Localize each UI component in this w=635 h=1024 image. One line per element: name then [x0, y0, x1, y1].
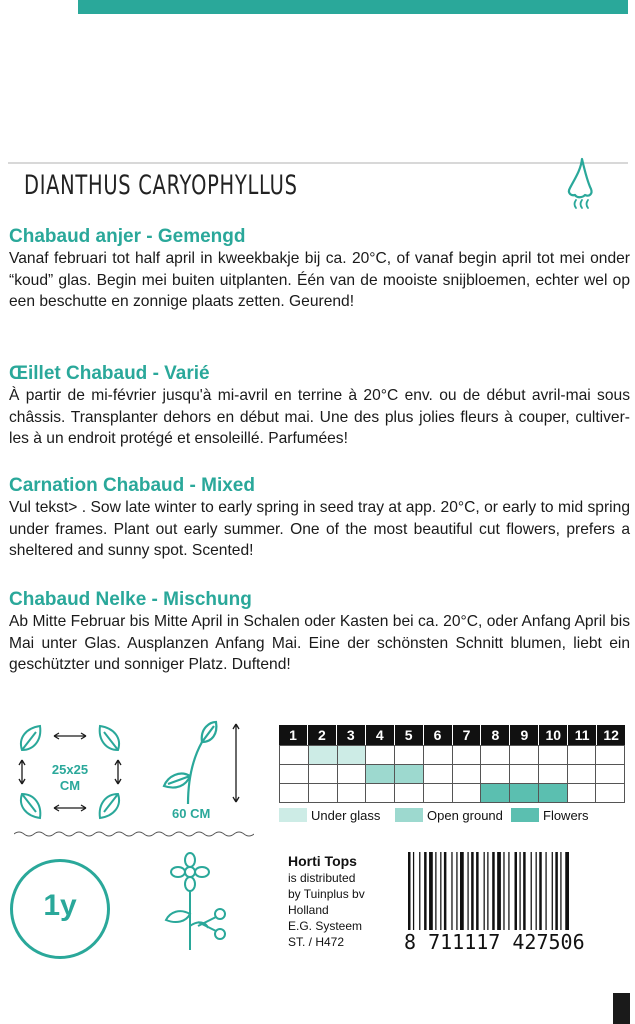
barcode-bar [440, 852, 441, 930]
distributor-line: is distributed [288, 871, 356, 885]
section-title: Carnation Chabaud - Mixed [9, 475, 255, 496]
calendar-cell [279, 765, 309, 783]
section-title: Œillet Chabaud - Varié [9, 363, 210, 384]
month-label: 6 [424, 725, 453, 745]
plant-height-icon [158, 720, 250, 806]
barcode-bar [497, 852, 501, 930]
calendar-cell [338, 746, 367, 764]
calendar-cell [453, 784, 482, 802]
calendar-cell [510, 765, 539, 783]
month-label: 1 [279, 725, 308, 745]
calendar-cell [596, 746, 625, 764]
calendar-cell [395, 784, 424, 802]
calendar-cell [395, 746, 424, 764]
calendar-cell [568, 765, 597, 783]
calendar-cell [279, 784, 309, 802]
calendar-grid [279, 745, 625, 803]
calendar-cell [424, 765, 453, 783]
barcode-bar [503, 852, 504, 930]
barcode-bar [408, 852, 411, 930]
calendar-row-open-ground [279, 765, 625, 784]
calendar-cell [366, 746, 395, 764]
barcode-bar [536, 852, 537, 930]
sowing-calendar [279, 725, 625, 803]
spacing-value: 25x25 [51, 762, 89, 777]
calendar-cell [539, 784, 568, 802]
spacing-unit: CM [59, 778, 81, 793]
calendar-cell [395, 765, 424, 783]
calendar-cell [309, 784, 338, 802]
distributor-line: ST. / H472 [288, 935, 345, 949]
calendar-cell [596, 765, 625, 783]
distributor-brand: Horti Tops [288, 853, 357, 869]
section-german [9, 588, 630, 676]
calendar-cell [568, 784, 597, 802]
height-label: 60 CM [172, 806, 211, 821]
calendar-cell [453, 746, 482, 764]
barcode-bar [424, 852, 427, 930]
calendar-cell [309, 765, 338, 783]
calendar-legend [279, 806, 629, 826]
legend-swatch [279, 808, 307, 822]
calendar-cell [309, 746, 338, 764]
barcode-bar [435, 852, 436, 930]
barcode-bar [539, 852, 542, 930]
barcode-bar [545, 852, 546, 930]
month-label: 3 [337, 725, 366, 745]
barcode-bar [492, 852, 495, 930]
barcode-bar [565, 852, 569, 930]
legend-label: Flowers [543, 808, 589, 823]
barcode-bar [508, 852, 509, 930]
month-label: 12 [603, 727, 619, 743]
calendar-cell [539, 765, 568, 783]
barcode-bar [515, 852, 518, 930]
barcode-bar [451, 852, 452, 930]
calendar-cell [539, 746, 568, 764]
calendar-cell [279, 746, 309, 764]
section-text: À partir de mi-février jusqu'à mi-avril en terrine à 20°C env. ou de début avril-mai sous châssis. Transplanter dehors en début mai. Une des plus jolies fleurs à couper, cultiver-les à un endroit protégé et ensoleillé. Parfumées! [9, 387, 630, 447]
calendar-cell [338, 784, 367, 802]
calendar-cell [424, 784, 453, 802]
barcode-bar [476, 852, 479, 930]
barcode-bar [460, 852, 464, 930]
month-label: 5 [395, 725, 424, 745]
divider-wave [14, 830, 254, 838]
calendar-cell [366, 784, 395, 802]
barcode-bar [456, 852, 457, 930]
corner-mark [613, 993, 630, 1024]
month-label: 11 [568, 725, 597, 745]
barcode-bar [555, 852, 558, 930]
barcode-bar [487, 852, 488, 930]
calendar-cell [510, 784, 539, 802]
calendar-cell [596, 784, 625, 802]
barcode-bar [523, 852, 526, 930]
section-title: Chabaud anjer - Gemengd [9, 226, 246, 247]
barcode-bar [419, 852, 420, 930]
calendar-row-flowers [279, 784, 625, 803]
calendar-cell [424, 746, 453, 764]
calendar-cell [568, 746, 597, 764]
barcode-bar [552, 852, 553, 930]
top-accent-bar [78, 0, 628, 14]
calendar-cell [338, 765, 367, 783]
barcode-bar [444, 852, 447, 930]
barcode-bar [467, 852, 468, 930]
calendar-cell [481, 784, 510, 802]
latin-name: DIANTHUS CARYOPHYLLUS [24, 170, 298, 201]
latin-name-header [8, 162, 628, 210]
calendar-months [279, 725, 625, 745]
legend-swatch [395, 808, 423, 822]
lifecycle-value: 1y [43, 889, 77, 922]
barcode-number: 8 711117 427506 [404, 930, 585, 954]
barcode-bar [413, 852, 414, 930]
month-label: 7 [453, 725, 482, 745]
calendar-cell [366, 765, 395, 783]
month-label: 10 [539, 725, 568, 745]
barcode-bar [531, 852, 532, 930]
distributor-line: E.G. Systeem [288, 919, 363, 933]
barcode-bar [471, 852, 474, 930]
barcode-bar [560, 852, 561, 930]
section-text: Vanaf februari tot half april in kweekbakje bij ca. 20°C, of vanaf begin april tot mei onder “koud” glas. Begin mei buiten uitplanten. Één van de mooiste snijbloemen, echter wel op een beschutte en zonnige plaats zetten. Geurend! [9, 250, 630, 310]
barcode [404, 852, 628, 930]
section-dutch [9, 225, 630, 313]
section-title: Chabaud Nelke - Mischung [9, 589, 252, 610]
distributor-info [288, 852, 398, 950]
month-label: 2 [308, 725, 337, 745]
spacing-label [40, 762, 100, 794]
month-label: 8 [481, 725, 510, 745]
month-label: 9 [510, 725, 539, 745]
barcode-bar [484, 852, 485, 930]
month-label: 4 [366, 725, 395, 745]
calendar-cell [453, 765, 482, 783]
section-text: Vul tekst> . Sow late winter to early spring in seed tray at app. 20°C, or early to mid spring under frames. Plant out early summer. One of the most beautiful cut flowers, prefers a sheltered and sunny spot. Scented! [9, 499, 630, 559]
barcode-bar [519, 852, 520, 930]
lifecycle-badge [10, 859, 110, 959]
calendar-cell [481, 765, 510, 783]
nose-icon [562, 156, 602, 212]
distributor-line: Holland [288, 903, 329, 917]
calendar-cell [481, 746, 510, 764]
legend-label: Under glass [311, 808, 381, 823]
barcode-bar [429, 852, 433, 930]
calendar-cell [510, 746, 539, 764]
calendar-row-under-glass [279, 746, 625, 765]
legend-swatch [511, 808, 539, 822]
section-english [9, 474, 630, 562]
flower-scissors-icon [158, 852, 234, 952]
distributor-line: by Tuinplus bv [288, 887, 365, 901]
legend-label: Open ground [427, 808, 503, 823]
section-french [9, 362, 630, 450]
section-text: Ab Mitte Februar bis Mitte April in Schalen oder Kasten bei ca. 20°C, oder Anfang April bis Mai unter Glas. Ausplanzen Anfang Mai. Eine der schönsten Schnitt blumen, liebt ein geschützter und sonniger Platz. Duftend! [9, 613, 630, 673]
